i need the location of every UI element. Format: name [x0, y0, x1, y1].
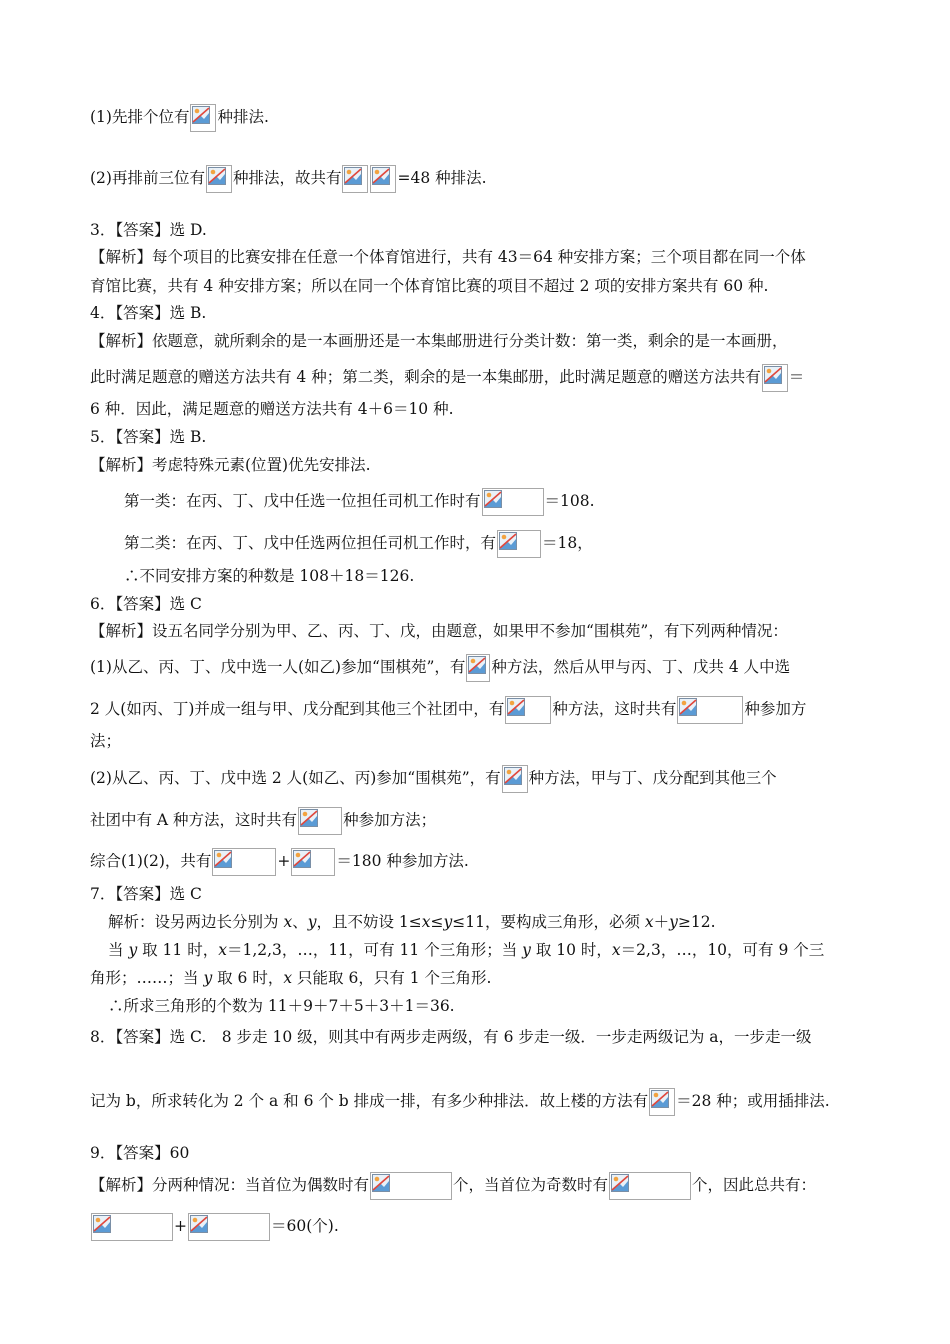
- formula-image-icon: [190, 104, 216, 132]
- text-line: 当 y 取 11 时，x＝1,2,3，…，11，可有 11 个三角形；当 y 取 10 时，x＝2,3，…，10，可有 9 个三: [108, 941, 825, 959]
- text-line: 【解析】分两种情况：当首位为偶数时有 个，当首位为奇数时有 个，因此总共有：: [90, 1172, 870, 1200]
- formula-image-icon: [291, 848, 335, 876]
- text-line: 记为 b，所求转化为 2 个 a 和 6 个 b 排成一排，有多少种排法．故上楼的方法有 ＝28 种；或用插排法.: [90, 1088, 870, 1116]
- text-line: 5．【答案】选 B.: [90, 428, 207, 446]
- formula-image-icon: [370, 165, 396, 193]
- text-line: 综合(1)(2)，共有 + ＝180 种参加方法.: [90, 848, 870, 876]
- text-line: 法；: [90, 732, 122, 750]
- text-line: 【解析】考虑特殊元素(位置)优先安排法.: [90, 456, 371, 474]
- text-line: 【解析】设五名同学分别为甲、乙、丙、丁、戊，由题意，如果甲不参加“围棋苑”，有下列两种情况：: [90, 622, 788, 640]
- text-line: 2 人(如丙、丁)并成一组与甲、戊分配到其他三个社团中，有 种方法，这时共有 种参加方: [90, 696, 870, 724]
- formula-image-icon: [609, 1172, 691, 1200]
- text-line: ∴不同安排方案的种数是 108＋18＝126.: [124, 567, 415, 585]
- text-line: 【解析】依题意，就所剩余的是一本画册还是一本集邮册进行分类计数：第一类，剩余的是一本画册，: [90, 332, 788, 350]
- formula-image-icon: [762, 364, 788, 392]
- text-line: 社团中有 A 种方法，这时共有 种参加方法；: [90, 807, 870, 835]
- text-line: 第一类：在丙、丁、戊中任选一位担任司机工作时有 ＝108.: [124, 488, 870, 516]
- formula-image-icon: [505, 696, 551, 724]
- text-line: 3．【答案】选 D.: [90, 221, 207, 239]
- text-line: (1)先排个位有 种排法.: [90, 104, 870, 132]
- text-line: 6 种．因此，满足题意的赠送方法共有 4＋6＝10 种.: [90, 400, 454, 418]
- text-line: 9．【答案】60: [90, 1144, 190, 1162]
- text-line: 8．【答案】选 C. 8 步走 10 级，则其中有两步走两级，有 6 步走一级．一步走两级记为 a，一步走一级: [90, 1028, 812, 1046]
- text-line: 7．【答案】选 C: [90, 885, 202, 903]
- formula-image-icon: [649, 1088, 675, 1116]
- formula-image-icon: [91, 1213, 173, 1241]
- text-line: (1)从乙、丙、丁、戊中选一人(如乙)参加“围棋苑”，有 种方法，然后从甲与丙、丁、戊共 4 人中选: [90, 654, 870, 682]
- formula-image-icon: [677, 696, 743, 724]
- formula-image-icon: [502, 765, 528, 793]
- formula-image-icon: [370, 1172, 452, 1200]
- formula-image-icon: [497, 530, 541, 558]
- text-line: 角形；……；当 y 取 6 时，x 只能取 6，只有 1 个三角形.: [90, 969, 492, 987]
- text-line: 此时满足题意的赠送方法共有 4 种；第二类，剩余的是一本集邮册，此时满足题意的赠送方法共有 ＝: [90, 364, 870, 392]
- formula-image-icon: [342, 165, 368, 193]
- text-line: 第二类：在丙、丁、戊中任选两位担任司机工作时，有 ＝18，: [124, 530, 870, 558]
- text-line: 6．【答案】选 C: [90, 595, 202, 613]
- text-line: (2)再排前三位有 种排法，故共有 =48 种排法.: [90, 165, 870, 193]
- formula-image-icon: [482, 488, 544, 516]
- text-line: 【解析】每个项目的比赛安排在任意一个体育馆进行，共有 43＝64 种安排方案；三个项目都在同一个体: [90, 248, 806, 266]
- formula-image-icon: [298, 807, 342, 835]
- text-line: 4．【答案】选 B.: [90, 304, 207, 322]
- text-line: 解析：设另两边长分别为 x、y，且不妨设 1≤x≤y≤11，要构成三角形，必须 x＋y≥12.: [108, 913, 716, 931]
- text-line: + ＝60(个).: [90, 1213, 870, 1241]
- text-line: (2)从乙、丙、丁、戊中选 2 人(如乙、丙)参加“围棋苑”，有 种方法，甲与丁、戊分配到其他三个: [90, 765, 870, 793]
- formula-image-icon: [206, 165, 232, 193]
- text-line: ∴所求三角形的个数为 11＋9＋7＋5＋3＋1＝36.: [108, 997, 455, 1015]
- formula-image-icon: [212, 848, 276, 876]
- text-line: 育馆比赛，共有 4 种安排方案；所以在同一个体育馆比赛的项目不超过 2 项的安排方案共有 60 种.: [90, 277, 769, 295]
- formula-image-icon: [188, 1213, 270, 1241]
- formula-image-icon: [466, 654, 490, 682]
